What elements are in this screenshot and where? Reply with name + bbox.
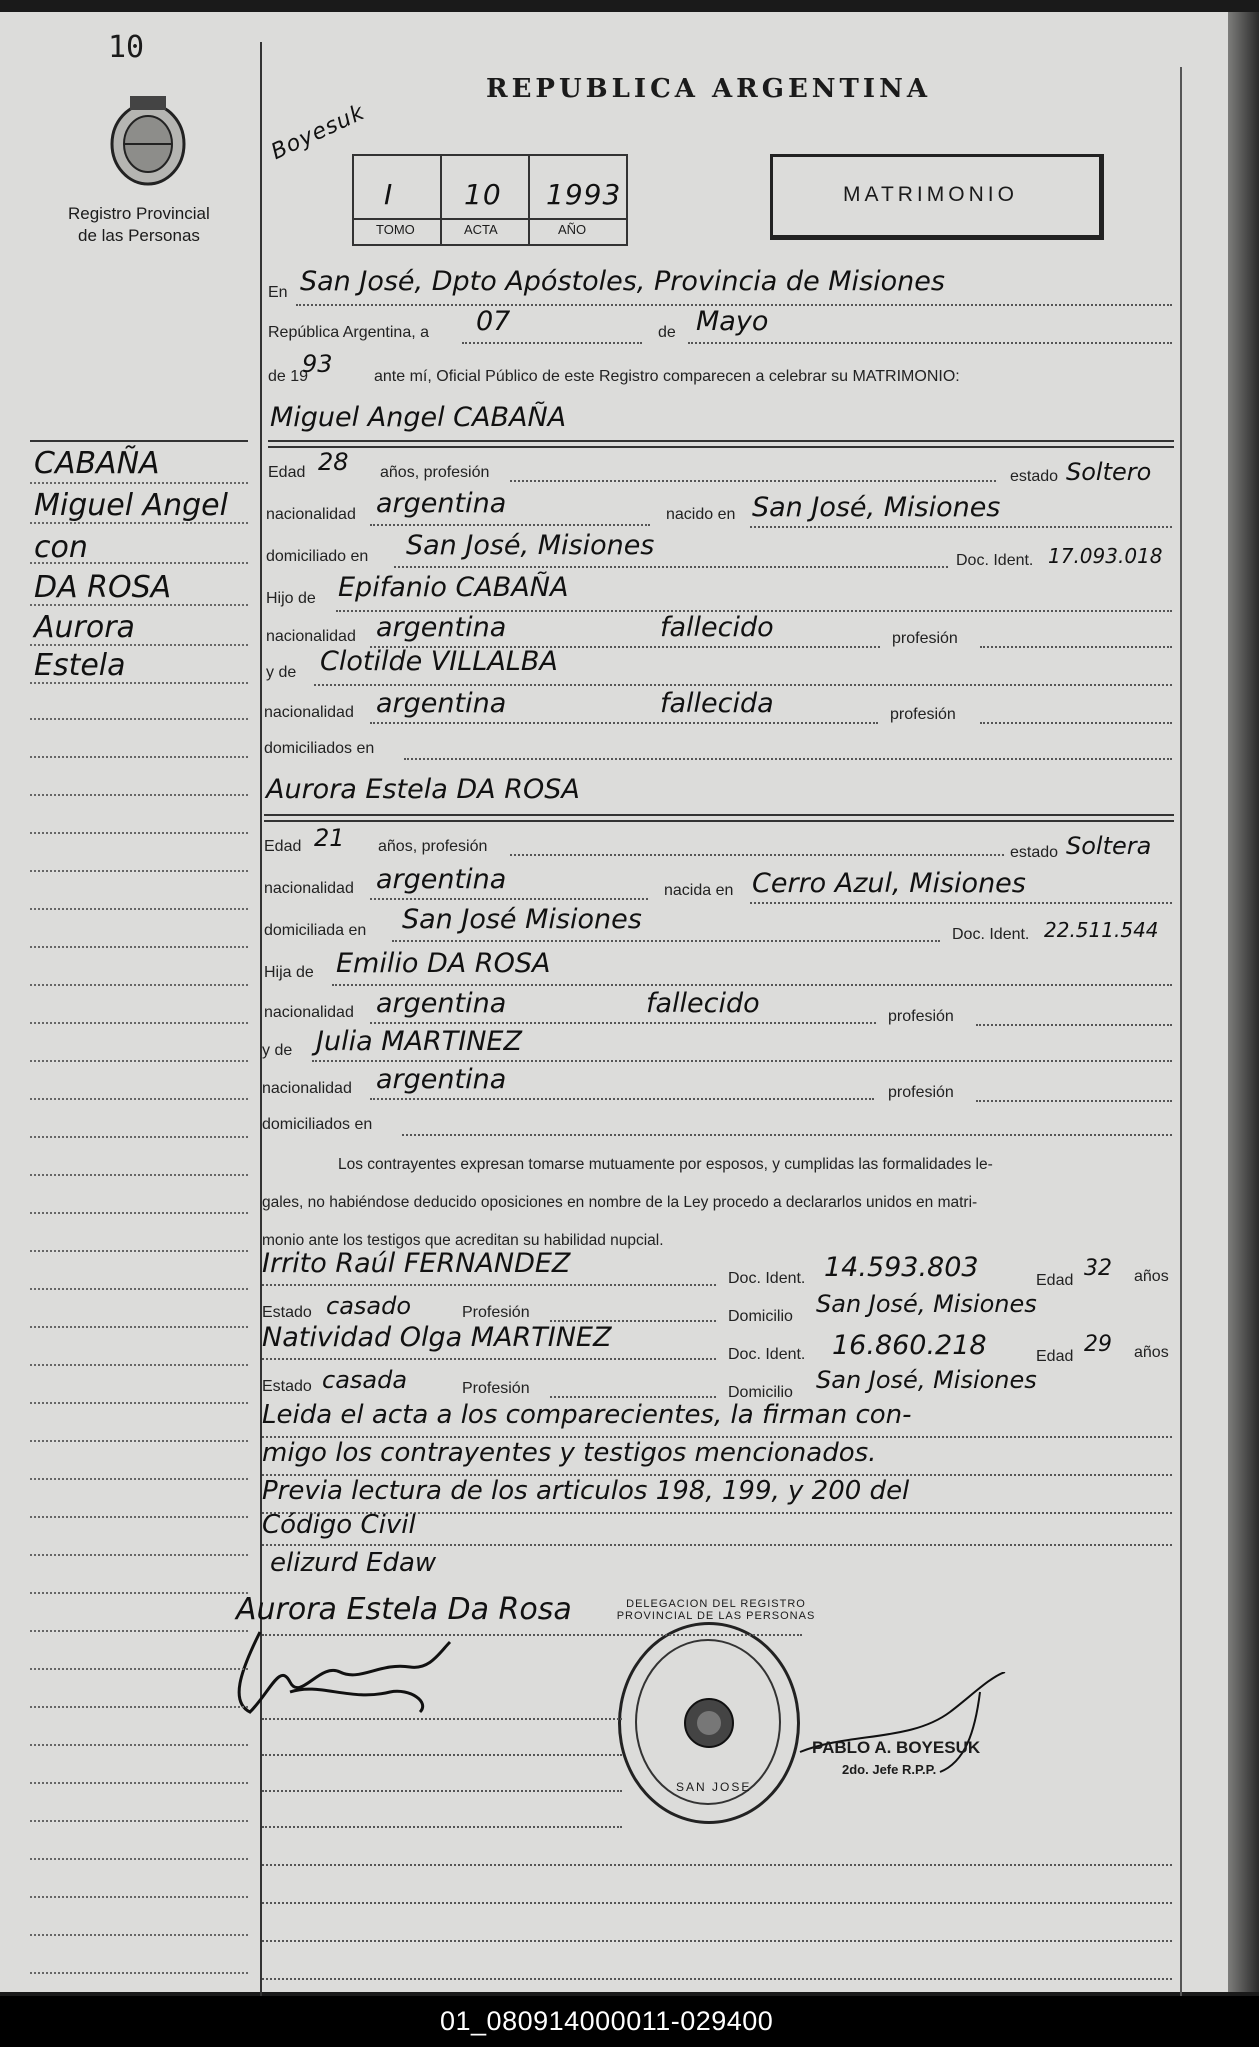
margin-line-5: Aurora <box>34 610 135 645</box>
day: 07 <box>476 306 511 337</box>
witness1-status: casado <box>326 1292 412 1320</box>
margin-line-2: Miguel Angel <box>34 488 228 523</box>
label-w1-profesion: Profesión <box>462 1304 530 1321</box>
label-bride-father-nac: nacionalidad <box>264 1004 354 1021</box>
label-bride-doc-ident: Doc. Ident. <box>952 926 1030 943</box>
label-mother-nationality: nacionalidad <box>264 704 354 721</box>
groom-doc: 17.093.018 <box>1048 544 1163 568</box>
declaration-line3: monio ante los testigos que acreditan su habilidad nupcial. <box>262 1232 664 1249</box>
label-bride-edad: Edad <box>264 838 302 855</box>
witness2-name: Natividad Olga MARTINEZ <box>262 1322 612 1353</box>
label-w1-doc: Doc. Ident. <box>728 1270 806 1287</box>
witness2-status: casada <box>322 1366 408 1394</box>
page-number: 10 <box>108 30 145 65</box>
ano-value: 1993 <box>546 178 622 211</box>
witness1-age: 32 <box>1084 1256 1112 1281</box>
seal-town: SAN JOSE <box>676 1780 752 1794</box>
right-rule <box>1180 67 1182 1997</box>
closing-line1: Leida el acta a los comparecientes, la firman con- <box>262 1400 912 1430</box>
coat-of-arms-icon <box>100 84 196 194</box>
reference-box <box>352 154 628 246</box>
bride-status: Soltera <box>1066 832 1152 860</box>
bride-nationality: argentina <box>376 864 507 895</box>
signature-bride: Aurora Estela Da Rosa <box>236 1592 572 1627</box>
label-nacionalidad: nacionalidad <box>266 506 356 523</box>
bride-father-note: fallecido <box>646 988 760 1019</box>
groom-birthplace: San José, Misiones <box>752 492 1001 523</box>
groom-father-note: fallecido <box>660 612 774 643</box>
groom-age: 28 <box>318 448 349 476</box>
label-w2-edad: Edad <box>1036 1348 1074 1365</box>
label-anos-profesion: años, profesión <box>380 464 490 481</box>
label-nacido-en: nacido en <box>666 506 736 523</box>
book-binding <box>1228 12 1259 1992</box>
ano-label: AÑO <box>558 222 587 237</box>
label-w2-estado: Estado <box>262 1378 312 1395</box>
margin-line-4: DA ROSA <box>34 570 172 605</box>
groom-status: Soltero <box>1066 458 1152 486</box>
tomo-label: TOMO <box>376 222 415 237</box>
bride-doc: 22.511.544 <box>1044 918 1159 942</box>
tomo-value: I <box>384 178 394 211</box>
signature-groom: elizurd Edaw <box>270 1548 437 1578</box>
label-bride-anos-profesion: años, profesión <box>378 838 488 855</box>
label-domiciliada-en: domiciliada en <box>264 922 367 939</box>
year-suffix: 93 <box>302 350 333 378</box>
groom-mother-nationality: argentina <box>376 688 507 719</box>
act-type-box <box>770 154 1104 240</box>
place: San José, Dpto Apóstoles, Provincia de Misiones <box>300 266 945 297</box>
label-w1-anos: años <box>1134 1268 1169 1285</box>
country-heading: REPUBLICA ARGENTINA <box>486 74 932 104</box>
label-father-nationality: nacionalidad <box>266 628 356 645</box>
official-title: 2do. Jefe R.P.P. <box>842 1762 937 1777</box>
label-ante: ante mí, Oficial Público de este Registro comparecen a celebrar su MATRIMONIO: <box>374 368 960 385</box>
label-w1-domicilio: Domicilio <box>728 1308 793 1325</box>
declaration-line2: gales, no habiéndose deducido oposiciones en nombre de la Ley procedo a declararlos unidos en matri- <box>262 1194 978 1211</box>
label-nacida-en: nacida en <box>664 882 734 899</box>
registry-name-line1: Registro Provincial <box>68 204 210 223</box>
witness2-age: 29 <box>1084 1332 1112 1357</box>
declaration-line1: Los contrayentes expresan tomarse mutuamente por esposos, y cumplidas las formalidades le- <box>338 1156 993 1173</box>
bride-birthplace: Cerro Azul, Misiones <box>752 868 1026 899</box>
registry-name-line2: de las Personas <box>78 226 200 245</box>
label-domiciliados-en: domiciliados en <box>264 740 375 757</box>
label-estado: estado <box>1010 468 1059 485</box>
label-bride-nacionalidad: nacionalidad <box>264 880 354 897</box>
label-w2-domicilio: Domicilio <box>728 1384 793 1401</box>
closing-line3: Previa lectura de los articulos 198, 199, y 200 del <box>262 1476 910 1506</box>
margin-line-3: con <box>34 530 88 565</box>
act-type-label: MATRIMONIO <box>843 183 1018 206</box>
margin-line-6: Estela <box>34 648 126 683</box>
label-domiciliado-en: domiciliado en <box>266 548 369 565</box>
label-bride-mother-profesion: profesión <box>888 1084 954 1101</box>
groom-father-nationality: argentina <box>376 612 507 643</box>
margin-line-1: CABAÑA <box>34 446 160 481</box>
label-mother-profesion: profesión <box>890 706 956 723</box>
bride-father-nationality: argentina <box>376 988 507 1019</box>
label-w2-anos: años <box>1134 1344 1169 1361</box>
label-bride-father-profesion: profesión <box>888 1008 954 1025</box>
label-de: de <box>658 324 676 341</box>
groom-domicile: San José, Misiones <box>406 530 655 561</box>
bride-age: 21 <box>314 824 345 852</box>
closing-line2: migo los contrayentes y testigos mencionados. <box>262 1438 877 1468</box>
label-hijo-de: Hijo de <box>266 590 316 607</box>
label-bride-y-de: y de <box>262 1042 293 1059</box>
label-bride-estado: estado <box>1010 844 1059 861</box>
witness2-doc: 16.860.218 <box>832 1330 987 1361</box>
label-edad: Edad <box>268 464 306 481</box>
witness1-domicile: San José, Misiones <box>816 1290 1037 1318</box>
official-name: PABLO A. BOYESUK <box>812 1738 981 1757</box>
bride-father: Emilio DA ROSA <box>336 948 551 979</box>
label-bride-mother-nac: nacionalidad <box>262 1080 352 1097</box>
witness1-doc: 14.593.803 <box>824 1252 979 1283</box>
label-republica: República Argentina, a <box>268 324 429 341</box>
bride-mother-nationality: argentina <box>376 1064 507 1095</box>
label-hija-de: Hija de <box>264 964 314 981</box>
footer-code: 01_080914000011-029400 <box>440 2006 774 2036</box>
seal-emblem-icon <box>679 1693 739 1753</box>
bride-domicile: San José Misiones <box>402 904 642 935</box>
label-father-profesion: profesión <box>892 630 958 647</box>
label-w1-edad: Edad <box>1036 1272 1074 1289</box>
seal-text: DELEGACION DEL REGISTRO PROVINCIAL DE LAS PERSONAS <box>616 1598 816 1622</box>
bride-mother: Julia MARTINEZ <box>316 1026 522 1057</box>
label-w2-profesion: Profesión <box>462 1380 530 1397</box>
acta-label: ACTA <box>464 222 498 237</box>
label-y-de: y de <box>266 664 297 681</box>
witness-signatures-scribble <box>230 1622 460 1722</box>
bride-name: Aurora Estela DA ROSA <box>266 774 580 805</box>
label-w1-estado: Estado <box>262 1304 312 1321</box>
document-page <box>0 12 1231 1992</box>
groom-nationality: argentina <box>376 488 507 519</box>
footer-bar <box>0 1996 1259 2047</box>
annotation-boyesuk: Boyesuk <box>267 99 369 166</box>
label-doc-ident: Doc. Ident. <box>956 552 1034 569</box>
label-en: En <box>268 284 288 301</box>
witness1-name: Irrito Raúl FERNANDEZ <box>262 1248 571 1279</box>
closing-line4: Código Civil <box>262 1510 416 1540</box>
groom-name: Miguel Angel CABAÑA <box>270 402 567 433</box>
label-bride-domiciliados: domiciliados en <box>262 1116 373 1133</box>
groom-mother-note: fallecida <box>660 688 774 719</box>
groom-father: Epifanio CABAÑA <box>338 572 569 603</box>
groom-mother: Clotilde VILLALBA <box>320 646 558 677</box>
label-w2-doc: Doc. Ident. <box>728 1346 806 1363</box>
witness2-domicile: San José, Misiones <box>816 1366 1037 1394</box>
month: Mayo <box>696 306 769 337</box>
label-de19: de 19 <box>268 368 309 385</box>
acta-value: 10 <box>464 178 502 211</box>
